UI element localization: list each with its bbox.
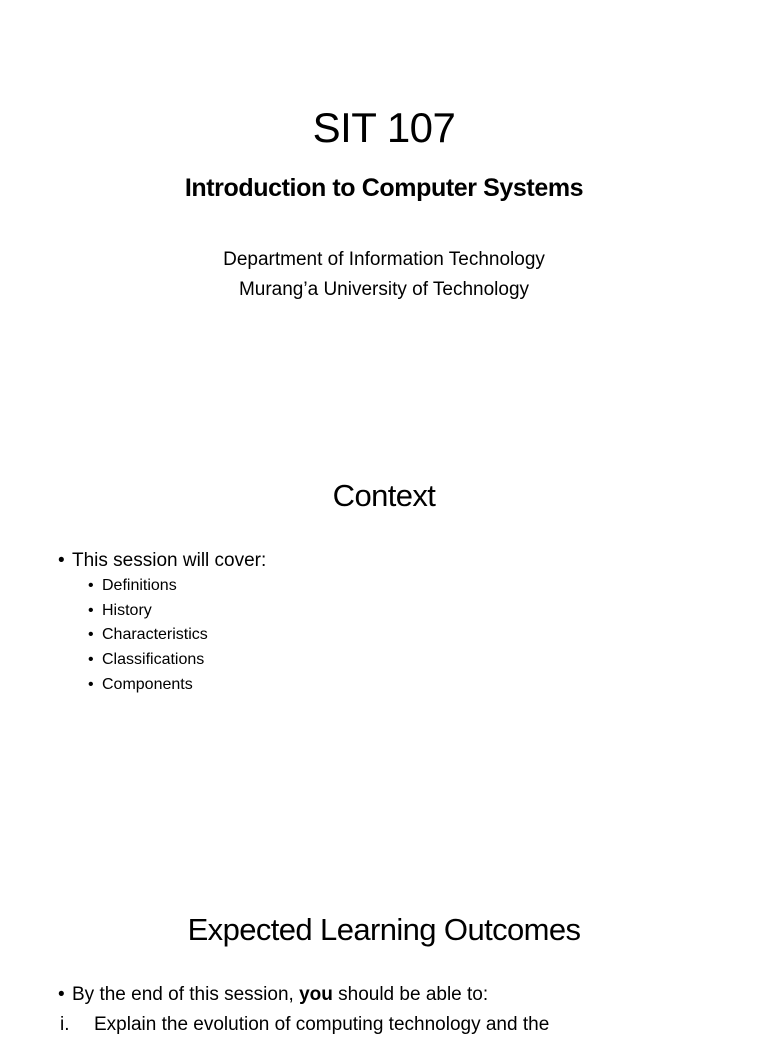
outcomes-intro-emphasis: you bbox=[299, 984, 333, 1005]
bullet-icon: • bbox=[88, 577, 94, 594]
slide-context bbox=[0, 460, 768, 760]
bullet-icon: • bbox=[88, 651, 94, 669]
list-item: • Components bbox=[88, 673, 208, 698]
bullet-icon: • bbox=[58, 550, 65, 571]
list-item: • Characteristics bbox=[88, 623, 208, 648]
bullet-icon: • bbox=[58, 984, 65, 1005]
slide-learning-outcomes bbox=[0, 900, 768, 1035]
list-item: • Definitions bbox=[88, 574, 208, 599]
outcomes-intro-after: should be able to: bbox=[332, 984, 489, 1005]
slide-title bbox=[0, 0, 768, 330]
outcome-number: i. bbox=[60, 1014, 70, 1035]
outcomes-intro bbox=[58, 982, 488, 1008]
outcomes-intro-before: By the end of this session, bbox=[72, 984, 300, 1005]
list-item: • Classifications bbox=[88, 648, 208, 673]
department-line: Department of Information Technology bbox=[223, 249, 545, 270]
context-title: Context bbox=[332, 478, 436, 513]
bullet-icon: • bbox=[88, 675, 94, 693]
outcome-item bbox=[60, 1012, 549, 1038]
course-code-title: SIT 107 bbox=[312, 104, 456, 151]
context-intro-text: This session will cover: bbox=[72, 550, 267, 571]
list-item: • History bbox=[88, 599, 208, 624]
outcomes-title: Expected Learning Outcomes bbox=[187, 912, 581, 947]
outcome-text: Explain the evolution of computing technology and the bbox=[94, 1014, 550, 1035]
bullet-icon: • bbox=[88, 601, 94, 619]
university-line: Murang’a University of Technology bbox=[238, 279, 530, 300]
bullet-icon: • bbox=[88, 626, 94, 644]
context-intro bbox=[58, 548, 266, 574]
course-subtitle: Introduction to Computer Systems bbox=[184, 174, 584, 202]
context-list bbox=[88, 574, 208, 698]
